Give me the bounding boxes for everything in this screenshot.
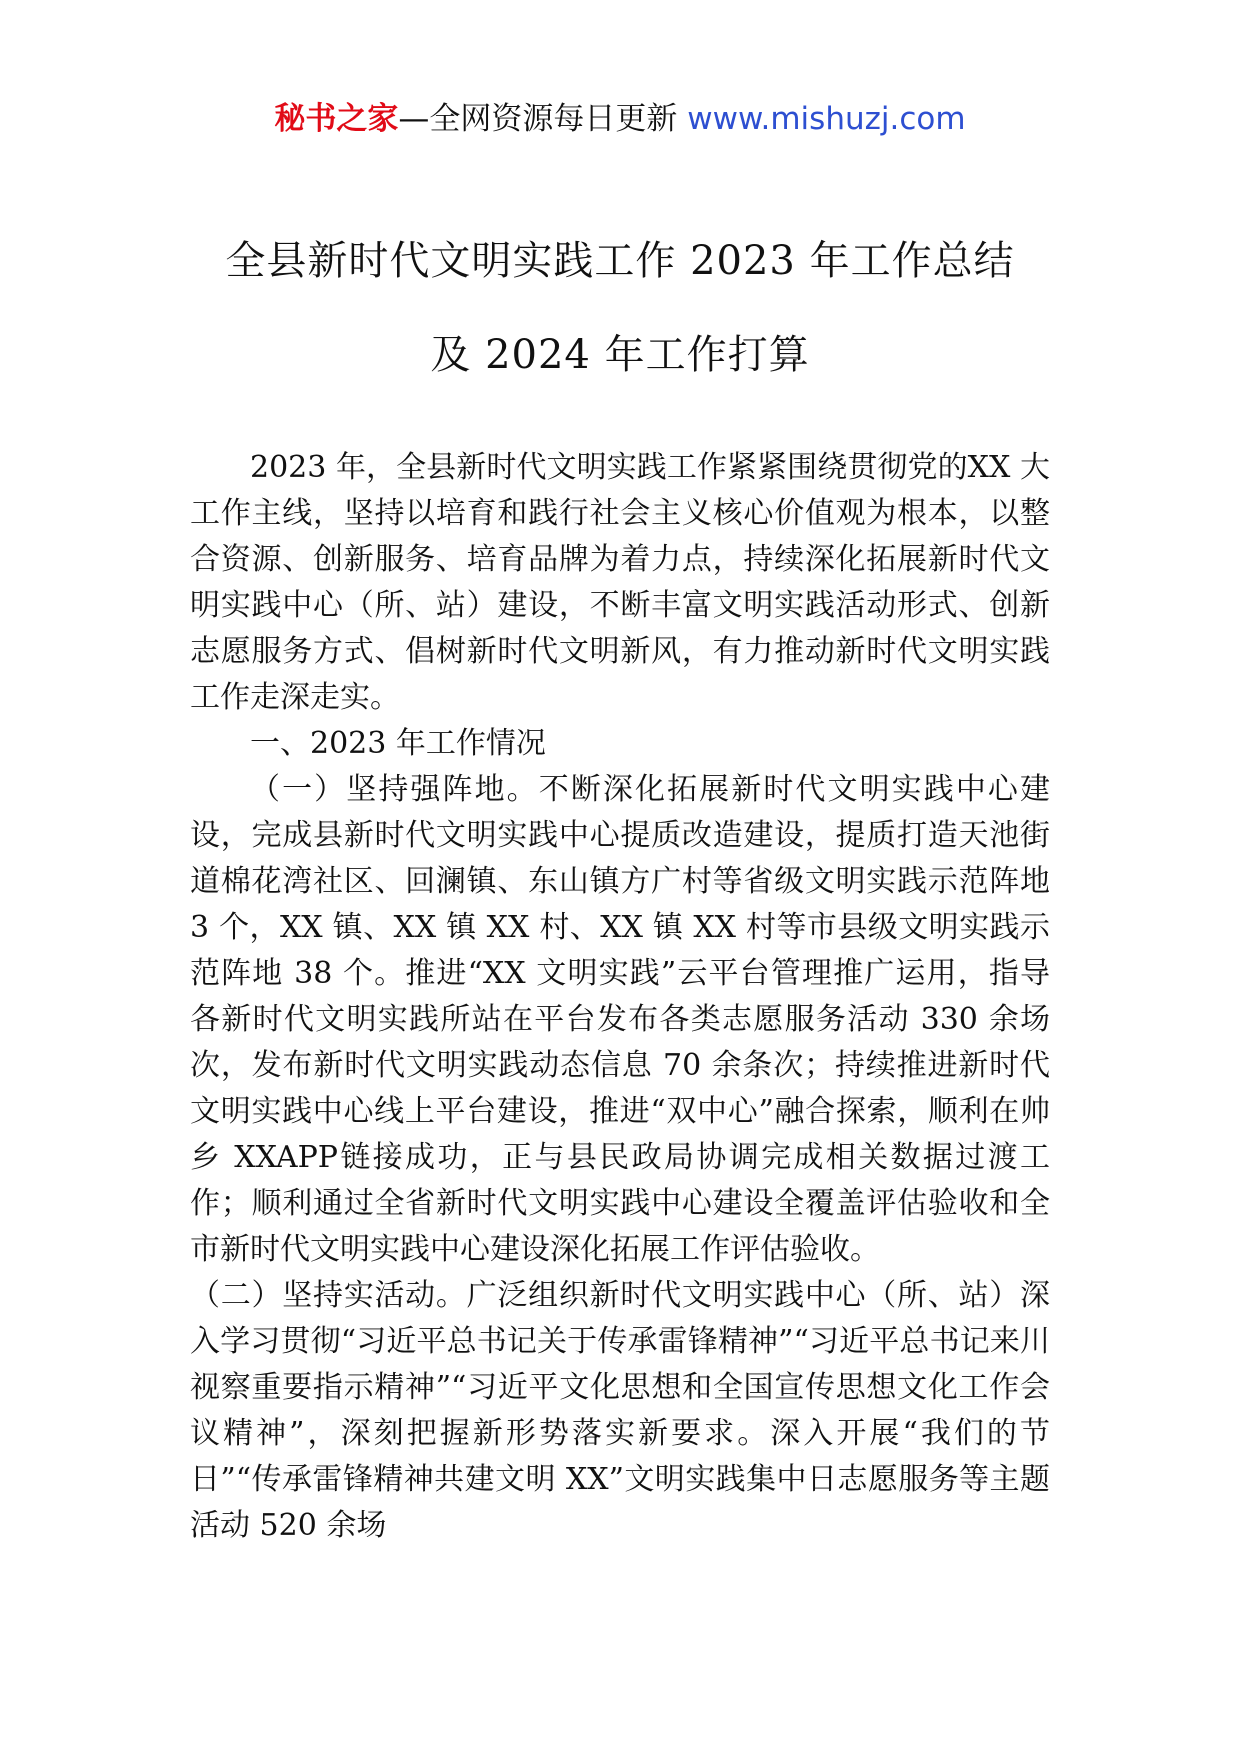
work-item-paragraph: （一）坚持强阵地。不断深化拓展新时代文明实践中心建设，完成县新时代文明实践中心提质改造建设，提质打造天池街道棉花湾社区、回澜镇、东山镇方广村等省级文明实践示范阵地 3 个，XX 镇、XX 镇 XX 村、XX 镇 XX 村等市县级文明实践示范阵地 38 个。推进“XX 文明实践”云平台管理推广运用，指导各新时代文明实践所站在平台发布各类志愿服务活动 330 余场次，发布新时代文明实践动态信息 70 余条次；持续推进新时代文明实践中心线上平台建设，推进“双中心”融合探索，顺利在帅乡 XXAPP链接成功，正与县民政局协调完成相关数据过渡工作；顺利通过全省新时代文明实践中心建设全覆盖评估验收和全市新时代文明实践中心建设深化拓展工作评估验收。 [190, 772, 1050, 1267]
site-url-link[interactable]: www.mishuzj.com [687, 101, 966, 137]
work-item-paragraph: （二）坚持实活动。广泛组织新时代文明实践中心（所、站）深入学习贯彻“习近平总书记关于传承雷锋精神”“习近平总书记来川视察重要指示精神”“习近平文化思想和全国宣传思想文化工作会议精神”，深刻把握新形势落实新要求。深入开展“我们的节日”“传承雷锋精神共建文明 XX”文明实践集中日志愿服务等主题活动 520 余场 [190, 1278, 1050, 1543]
header-tagline: —全网资源每日更新 [398, 101, 678, 137]
title-line-1: 全县新时代文明实践工作 2023 年工作总结 [225, 238, 1015, 284]
intro-paragraph: 2023 年，全县新时代文明实践工作紧紧围绕贯彻党的XX 大工作主线，坚持以培育和践行社会主义核心价值观为根本，以整合资源、创新服务、培育品牌为着力点，持续深化拓展新时代文明实践中心（所、站）建设，不断丰富文明实践活动形式、创新志愿服务方式、倡树新时代文明新风，有力推动新时代文明实践工作走深走实。 [190, 450, 1050, 715]
title-line-2: 及 2024 年工作打算 [430, 332, 810, 378]
document-title [190, 214, 1050, 402]
document-body [190, 445, 1050, 1549]
brand-name: 秘书之家 [274, 101, 399, 137]
section-heading: 一、2023 年工作情况 [250, 726, 546, 761]
site-header [190, 96, 1050, 142]
